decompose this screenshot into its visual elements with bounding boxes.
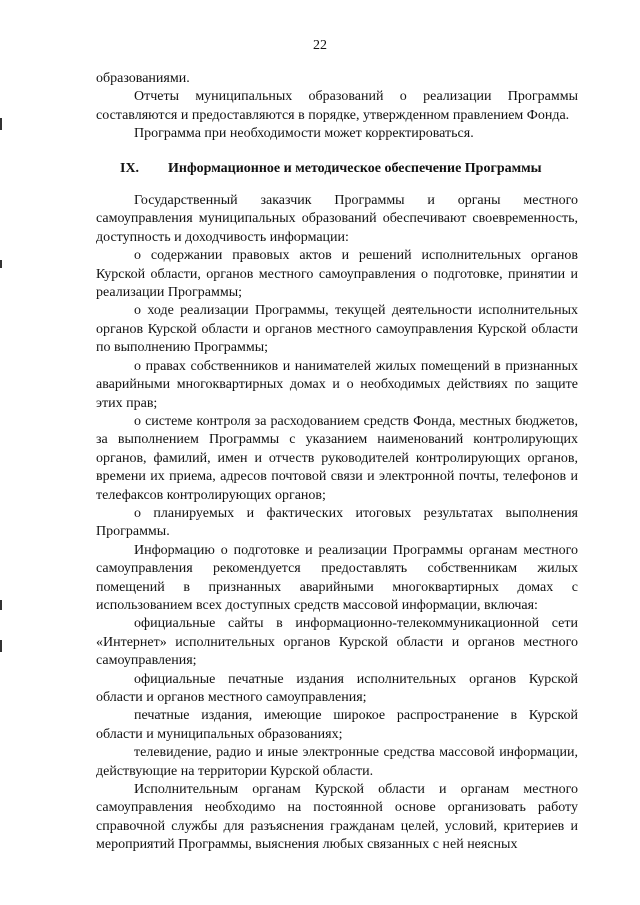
section-title: Информационное и методическое обеспечение Программы — [168, 160, 542, 176]
section-number: IX. — [120, 160, 140, 176]
scan-margin-mark — [0, 600, 2, 610]
section-heading — [96, 160, 578, 178]
paragraph: официальные сайты в информационно-телекоммуникационной сети «Интернет» исполнительных органов Курской области и органов местного самоуправления; — [96, 616, 578, 669]
scan-margin-mark — [0, 118, 2, 130]
paragraph: Информацию о подготовке и реализации Программы органам местного самоуправления рекомендуется предоставлять собственникам жилых помещений в признанных аварийными многоквартирных домах с использованием всех доступных средств массовой информации, включая: — [96, 542, 578, 613]
paragraph: Исполнительным органам Курской области и органам местного самоуправления необходимо на постоянной основе организовать работу справочной службы для разъяснения гражданам целей, условий, критериев и мероприятий Программы, выяснения любых связанных с ней неясных — [96, 782, 578, 853]
paragraph: образованиями. — [96, 71, 190, 86]
paragraph: официальные печатные издания исполнительных органов Курской области и органов местного самоуправления; — [96, 671, 578, 705]
paragraph: Государственный заказчик Программы и органы местного самоуправления муниципальных образований обеспечивают своевременность, доступность и доходчивость информации: — [96, 193, 578, 245]
scan-margin-mark — [0, 640, 2, 652]
paragraph: печатные издания, имеющие широкое распространение в Курской области и муниципальных образованиях; — [96, 708, 578, 742]
paragraph: о ходе реализации Программы, текущей деятельности исполнительных органов Курской области и органов местного самоуправления Курской области по выполнению Программы; — [96, 303, 578, 356]
page-number: 22 — [313, 38, 327, 53]
scan-margin-mark — [0, 260, 2, 268]
document-body — [96, 70, 578, 855]
paragraph: Отчеты муниципальных образований о реализации Программы составляются и предоставляются в порядке, утвержденном правлением Фонда. — [96, 89, 578, 123]
paragraph: о содержании правовых актов и решений исполнительных органов Курской области, органов местного самоуправления о подготовке, принятии и реализации Программы; — [96, 248, 578, 301]
paragraph: о правах собственников и нанимателей жилых помещений в признанных аварийными многоквартирных домах и о необходимых действиях по защите этих прав; — [96, 358, 578, 411]
paragraph: о планируемых и фактических итоговых результатах выполнения Программы. — [96, 505, 578, 540]
paragraph: о системе контроля за расходованием средств Фонда, местных бюджетов, за выполнением Программы с указанием наименований контролирующих органов, фамилий, имен и отчеств руководителей контролирующих органов, времени их приема, адресов почтовой связи и электронной почты, телефонов и телефаксов контролирующих органов; — [96, 413, 578, 503]
paragraph: телевидение, радио и иные электронные средства массовой информации, действующие на территории Курской области. — [96, 745, 578, 779]
paragraph: Программа при необходимости может корректироваться. — [134, 126, 474, 142]
